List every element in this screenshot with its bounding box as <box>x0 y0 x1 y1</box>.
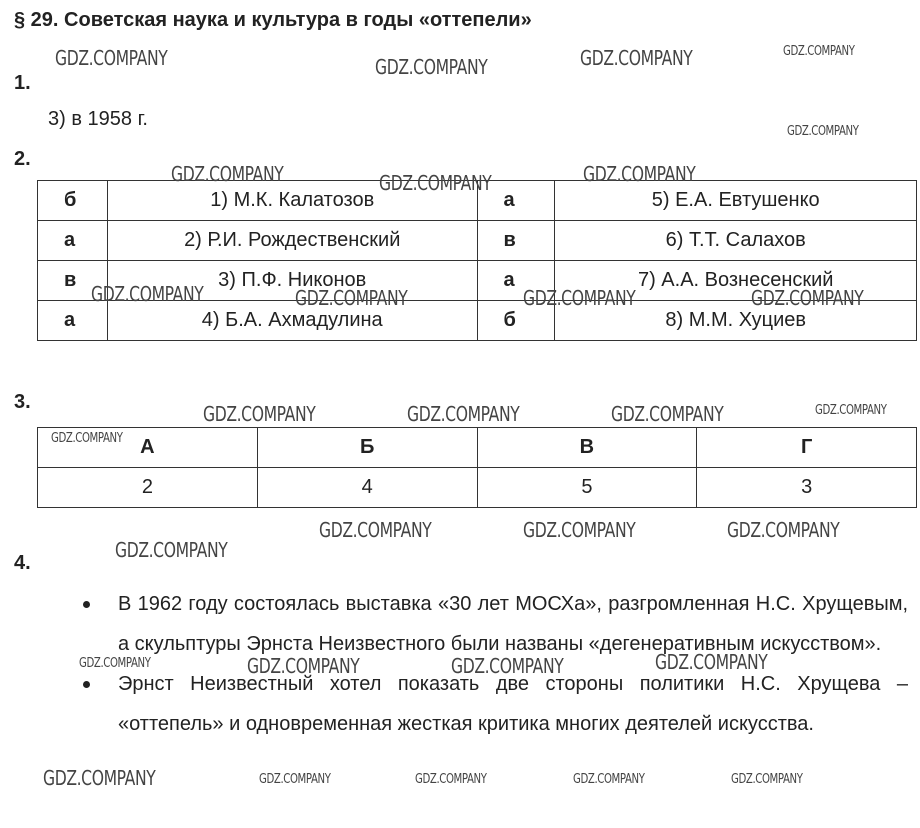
answer-table <box>37 427 917 508</box>
bullet-icon <box>83 681 90 688</box>
table-cell-name: 4) Б.А. Ахмадулина <box>107 301 477 341</box>
watermark: GDZ.COMPANY <box>319 518 432 542</box>
watermark: GDZ.COMPANY <box>783 44 855 59</box>
table-cell-name: 2) Р.И. Рождественский <box>107 221 477 261</box>
table-cell-name: 8) М.М. Хуциев <box>555 301 917 341</box>
table-cell-name: 1) М.К. Калатозов <box>107 181 477 221</box>
watermark: GDZ.COMPANY <box>91 282 204 306</box>
watermark: GDZ.COMPANY <box>583 162 696 186</box>
question-1-number: 1. <box>14 72 31 94</box>
list-item-text: В 1962 году состоялась выставка «30 лет МОСХа», разгромленная Н.С. Хрущевым, а скульптуры Эрнста Неизвестного были названы «дегенеративным искусством». <box>118 593 908 655</box>
table-header-cell: В <box>477 428 697 468</box>
question-2-number: 2. <box>14 148 31 170</box>
question-4-number: 4. <box>14 552 31 574</box>
watermark: GDZ.COMPANY <box>580 46 693 70</box>
table-cell-letter: б <box>38 181 108 221</box>
table-row <box>38 221 917 261</box>
watermark: GDZ.COMPANY <box>43 766 156 790</box>
watermark: GDZ.COMPANY <box>655 650 768 674</box>
table-cell-letter: б <box>477 301 555 341</box>
question-1-answer: 3) в 1958 г. <box>48 108 148 130</box>
watermark: GDZ.COMPANY <box>415 772 487 787</box>
table-cell-letter: а <box>477 261 555 301</box>
table-cell-letter: а <box>477 181 555 221</box>
matching-table <box>37 180 917 341</box>
table-header-cell: А <box>38 428 258 468</box>
watermark: GDZ.COMPANY <box>79 656 151 671</box>
table-cell: 4 <box>257 468 477 508</box>
watermark: GDZ.COMPANY <box>379 171 492 195</box>
table-cell: 2 <box>38 468 258 508</box>
watermark: GDZ.COMPANY <box>815 403 887 418</box>
watermark: GDZ.COMPANY <box>573 772 645 787</box>
table-cell-name: 6) Т.Т. Салахов <box>555 221 917 261</box>
watermark: GDZ.COMPANY <box>787 124 859 139</box>
table-header-row <box>38 428 917 468</box>
watermark: GDZ.COMPANY <box>375 55 488 79</box>
page-title: § 29. Советская наука и культура в годы «оттепели» <box>14 9 532 31</box>
watermark: GDZ.COMPANY <box>523 286 636 310</box>
table-row <box>38 468 917 508</box>
table-cell: 3 <box>697 468 917 508</box>
table-cell-name: 3) П.Ф. Никонов <box>107 261 477 301</box>
bullet-icon <box>83 601 90 608</box>
table-cell-letter: а <box>38 301 108 341</box>
table-cell-letter: в <box>477 221 555 261</box>
watermark: GDZ.COMPANY <box>295 286 408 310</box>
watermark: GDZ.COMPANY <box>203 402 316 426</box>
table-header-cell: Б <box>257 428 477 468</box>
table-cell-letter: а <box>38 221 108 261</box>
watermark: GDZ.COMPANY <box>55 46 168 70</box>
table-cell: 5 <box>477 468 697 508</box>
watermark: GDZ.COMPANY <box>611 402 724 426</box>
table-cell-letter: в <box>38 261 108 301</box>
watermark: GDZ.COMPANY <box>247 654 360 678</box>
question-3-number: 3. <box>14 391 31 413</box>
table-cell-name: 5) Е.А. Евтушенко <box>555 181 917 221</box>
watermark: GDZ.COMPANY <box>51 431 123 446</box>
watermark: GDZ.COMPANY <box>451 654 564 678</box>
watermark: GDZ.COMPANY <box>731 772 803 787</box>
list-item-text: Эрнст Неизвестный хотел показать две стороны политики Н.С. Хрущева – «оттепель» и одновременная жесткая критика многих деятелей искусства. <box>118 673 908 735</box>
watermark: GDZ.COMPANY <box>115 538 228 562</box>
watermark: GDZ.COMPANY <box>259 772 331 787</box>
watermark: GDZ.COMPANY <box>407 402 520 426</box>
table-header-cell: Г <box>697 428 917 468</box>
list-item <box>80 584 908 664</box>
watermark: GDZ.COMPANY <box>751 286 864 310</box>
watermark: GDZ.COMPANY <box>171 162 284 186</box>
watermark: GDZ.COMPANY <box>727 518 840 542</box>
watermark: GDZ.COMPANY <box>523 518 636 542</box>
table-cell-name: 7) А.А. Вознесенский <box>555 261 917 301</box>
